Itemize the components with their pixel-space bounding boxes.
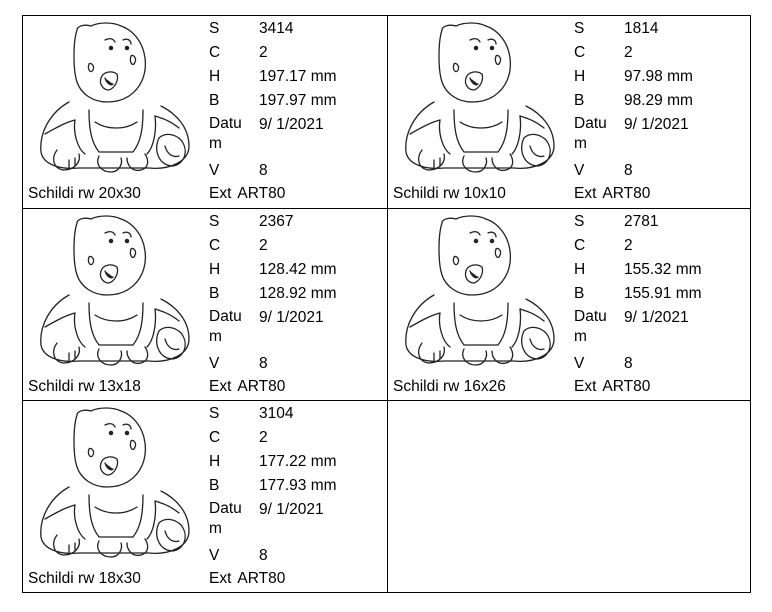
- label-stitches: S: [574, 20, 585, 37]
- value-stitches: 3104: [259, 405, 294, 422]
- label-colors: C: [209, 237, 221, 254]
- value-extension: ART80: [237, 570, 286, 587]
- label-width: B: [209, 92, 220, 109]
- value-version: 8: [624, 162, 633, 179]
- value-height: 197.17 mm: [259, 68, 337, 85]
- value-colors: 2: [259, 429, 268, 446]
- value-extension: ART80: [237, 378, 286, 395]
- value-version: 8: [259, 162, 268, 179]
- design-cell: [23, 16, 387, 208]
- label-width: B: [209, 477, 220, 494]
- value-colors: 2: [624, 44, 633, 61]
- value-version: 8: [624, 355, 633, 372]
- design-name: Schildi rw 16x26: [393, 378, 506, 395]
- label-height: H: [209, 68, 221, 85]
- value-colors: 2: [624, 237, 633, 254]
- value-colors: 2: [259, 237, 268, 254]
- design-name: Schildi rw 10x10: [393, 185, 506, 202]
- value-version: 8: [259, 355, 268, 372]
- turtle-sketch-icon: [29, 22, 199, 180]
- turtle-sketch-icon: [29, 407, 199, 565]
- label-stitches: S: [209, 405, 220, 422]
- label-extension: Ext: [209, 570, 232, 587]
- value-width: 98.29 mm: [624, 92, 693, 109]
- label-height: H: [209, 453, 221, 470]
- turtle-sketch-icon: [394, 22, 564, 180]
- label-date: Datum: [209, 500, 242, 537]
- label-extension: Ext: [209, 378, 232, 395]
- value-extension: ART80: [602, 185, 651, 202]
- label-width: B: [209, 285, 220, 302]
- value-width: 128.92 mm: [259, 285, 337, 302]
- label-stitches: S: [209, 213, 220, 230]
- value-date: 9/ 1/2021: [259, 501, 324, 518]
- label-version: V: [209, 547, 220, 564]
- value-stitches: 1814: [624, 20, 659, 37]
- empty-cell: [388, 401, 752, 593]
- value-stitches: 2781: [624, 213, 659, 230]
- label-stitches: S: [209, 20, 220, 37]
- value-date: 9/ 1/2021: [624, 116, 689, 133]
- label-date: Datum: [574, 308, 607, 345]
- turtle-sketch-icon: [394, 215, 564, 373]
- label-extension: Ext: [574, 185, 597, 202]
- design-cell: [388, 209, 752, 401]
- label-height: H: [574, 68, 586, 85]
- extension-row: [209, 378, 285, 396]
- label-colors: C: [574, 237, 586, 254]
- label-stitches: S: [574, 213, 585, 230]
- value-colors: 2: [259, 44, 268, 61]
- value-height: 97.98 mm: [624, 68, 693, 85]
- value-stitches: 2367: [259, 213, 294, 230]
- label-version: V: [209, 355, 220, 372]
- label-height: H: [209, 261, 221, 278]
- label-version: V: [574, 355, 585, 372]
- turtle-sketch-icon: [29, 215, 199, 373]
- value-width: 197.97 mm: [259, 92, 337, 109]
- label-version: V: [574, 162, 585, 179]
- value-extension: ART80: [602, 378, 651, 395]
- label-width: B: [574, 92, 585, 109]
- value-height: 177.22 mm: [259, 453, 337, 470]
- label-width: B: [574, 285, 585, 302]
- design-name: Schildi rw 20x30: [28, 185, 141, 202]
- label-extension: Ext: [209, 185, 232, 202]
- value-height: 155.32 mm: [624, 261, 702, 278]
- value-width: 155.91 mm: [624, 285, 702, 302]
- design-name: Schildi rw 18x30: [28, 570, 141, 587]
- label-height: H: [574, 261, 586, 278]
- extension-row: [574, 378, 650, 396]
- value-date: 9/ 1/2021: [259, 309, 324, 326]
- label-colors: C: [574, 44, 586, 61]
- label-version: V: [209, 162, 220, 179]
- value-width: 177.93 mm: [259, 477, 337, 494]
- value-stitches: 3414: [259, 20, 294, 37]
- design-name: Schildi rw 13x18: [28, 378, 141, 395]
- design-cell: [388, 16, 752, 208]
- label-date: Datum: [209, 308, 242, 345]
- extension-row: [209, 185, 285, 203]
- label-date: Datum: [574, 115, 607, 152]
- design-cell: [23, 209, 387, 401]
- extension-row: [209, 570, 285, 588]
- design-sheet: [22, 15, 751, 593]
- value-height: 128.42 mm: [259, 261, 337, 278]
- label-extension: Ext: [574, 378, 597, 395]
- value-extension: ART80: [237, 185, 286, 202]
- value-version: 8: [259, 547, 268, 564]
- label-colors: C: [209, 429, 221, 446]
- extension-row: [574, 185, 650, 203]
- design-cell: [23, 401, 387, 593]
- value-date: 9/ 1/2021: [259, 116, 324, 133]
- label-date: Datum: [209, 115, 242, 152]
- label-colors: C: [209, 44, 221, 61]
- value-date: 9/ 1/2021: [624, 309, 689, 326]
